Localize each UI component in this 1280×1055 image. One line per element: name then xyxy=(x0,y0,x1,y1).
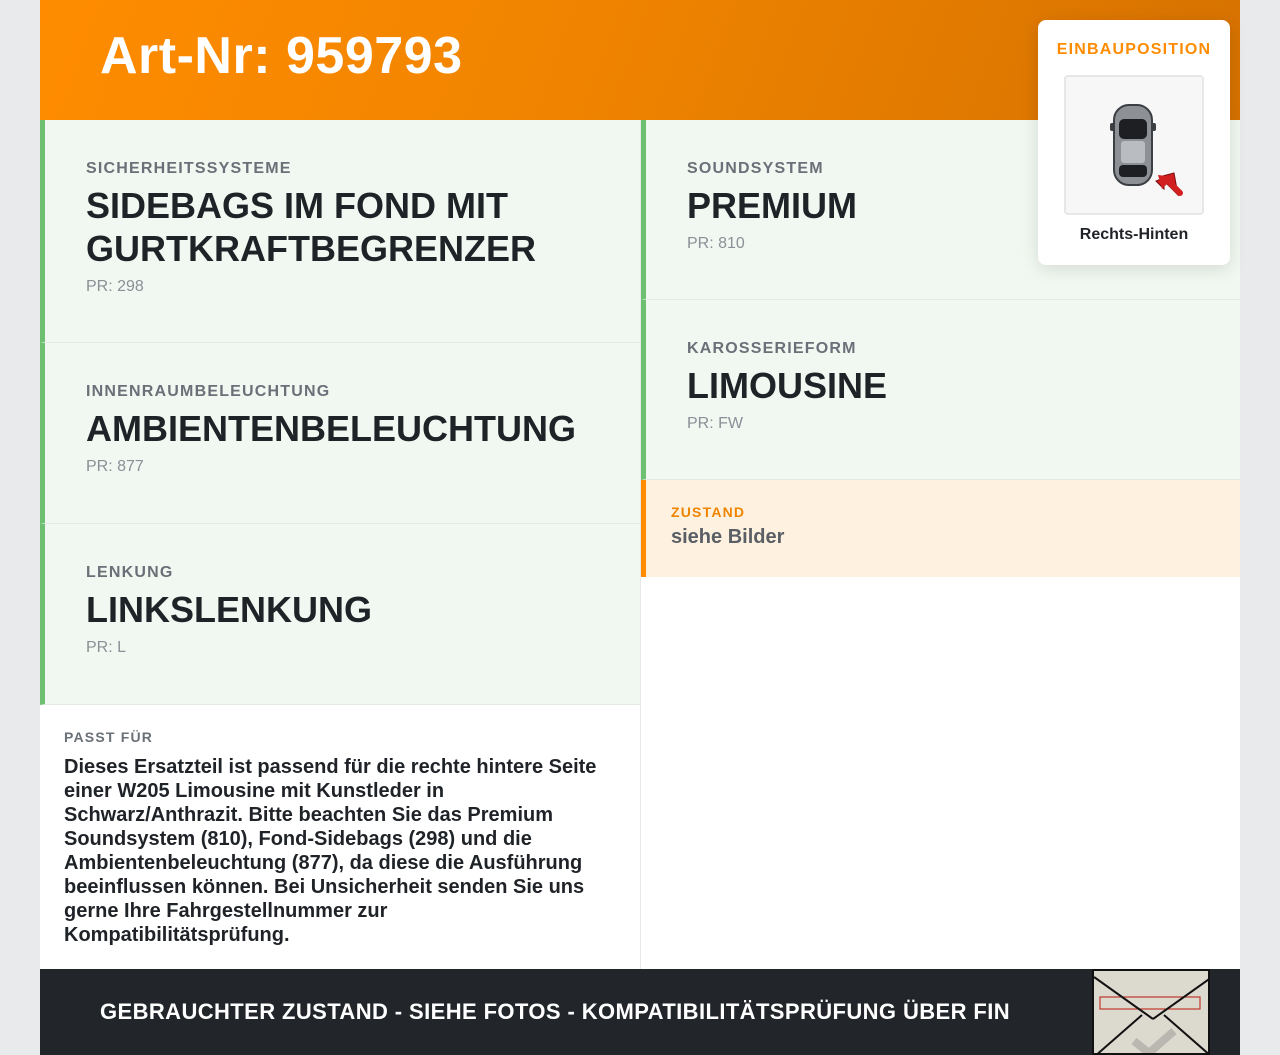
installation-position-card xyxy=(1038,20,1230,265)
feature-value: PREMIUM xyxy=(687,185,857,226)
condition-box xyxy=(641,480,1240,577)
feature-label: SOUNDSYSTEM xyxy=(687,160,824,177)
feature-card-lenkung xyxy=(40,524,640,705)
feature-card-sicherheitssysteme xyxy=(40,120,640,343)
feature-value: AMBIENTENBELEUCHTUNG xyxy=(86,408,576,449)
feature-value: LINKSLENKUNG xyxy=(86,589,372,630)
compatibility-section xyxy=(40,705,640,947)
feature-label: SICHERHEITSSYSTEME xyxy=(86,160,292,177)
document-stamp-image xyxy=(1092,969,1210,1055)
position-card-title: EINBAUPOSITION xyxy=(1056,41,1212,58)
feature-pr-code: PR: FW xyxy=(687,415,743,432)
article-number-title: Art-Nr: 959793 xyxy=(100,27,463,85)
compatibility-text: Dieses Ersatzteil ist passend für die rechte hintere Seite einer W205 Limousine mit Kunstleder in Schwarz/Anthrazit. Bitte beachten Sie das Premium Soundsystem (810), Fond-Sidebags (298) und die Ambientenbeleuchtung (877), da diese die Ausführung beeinflussen können. Bei Unsicherheit senden Sie uns gerne Ihre Fahrgestellnummer zur Kompatibilitätsprüfung. xyxy=(64,756,597,946)
feature-value: SIDEBAGS IM FOND MIT GURTKRAFTBEGRENZER xyxy=(86,185,536,269)
red-arrow-icon xyxy=(1156,173,1180,195)
feature-pr-code: PR: 877 xyxy=(86,458,144,475)
feature-pr-code: PR: L xyxy=(86,639,127,656)
feature-pr-code: PR: 298 xyxy=(86,278,144,295)
position-diagram xyxy=(1064,75,1204,215)
footer-text: GEBRAUCHTER ZUSTAND - SIEHE FOTOS - KOMPATIBILITÄTSPRÜFUNG ÜBER FIN xyxy=(100,999,1011,1024)
compatibility-label: PASST FÜR xyxy=(64,729,154,745)
feature-label: KAROSSERIEFORM xyxy=(687,340,857,357)
footer-bar xyxy=(40,969,1240,1055)
feature-pr-code: PR: 810 xyxy=(687,235,745,252)
feature-label: LENKUNG xyxy=(86,564,174,581)
product-sheet xyxy=(40,0,1240,1055)
car-top-view-icon xyxy=(1110,105,1156,185)
left-column xyxy=(40,120,640,969)
feature-label: INNENRAUMBELEUCHTUNG xyxy=(86,383,331,400)
feature-card-innenraumbeleuchtung xyxy=(40,343,640,524)
feature-value: LIMOUSINE xyxy=(687,365,888,406)
envelope-icon xyxy=(1094,971,1210,1055)
position-caption: Rechts-Hinten xyxy=(1079,226,1189,243)
condition-label: ZUSTAND xyxy=(671,504,746,520)
feature-card-karosserieform xyxy=(641,300,1240,480)
condition-value: siehe Bilder xyxy=(671,526,785,548)
